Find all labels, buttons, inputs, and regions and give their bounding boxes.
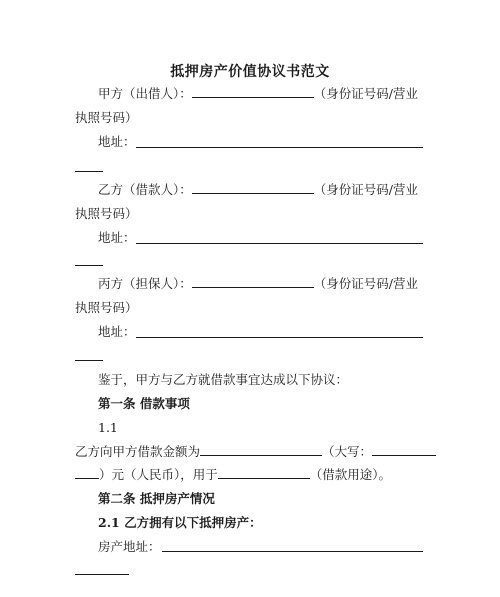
property-address-label: 房产地址：: [98, 539, 161, 554]
party-a-address-blank-cont: [75, 171, 103, 172]
property-address-blank-cont: [75, 574, 129, 575]
party-c-note-cont: 执照号码）: [75, 300, 138, 315]
party-b-address-line: [98, 230, 136, 246]
party-b-line: [98, 182, 418, 198]
party-b-address-blank: [136, 243, 423, 244]
party-c-address-line: [98, 324, 136, 340]
property-address-line: [98, 539, 161, 555]
property-address-blank: [162, 551, 423, 552]
party-b-label: 乙方（借款人）：: [98, 182, 192, 197]
currency-purpose-label: ）元（人民币），用于: [99, 467, 218, 482]
party-a-name-blank: [192, 86, 314, 98]
party-a-line: [98, 86, 418, 102]
loan-amount-blank: [200, 444, 322, 456]
party-a-label: 甲方（出借人）：: [98, 86, 192, 101]
loan-purpose-note: （借款用途）。: [309, 467, 392, 482]
party-b-address-label: 地址：: [98, 230, 136, 245]
party-b-note: （身份证号码/营业: [313, 182, 418, 197]
amount-uppercase-blank-cont: [75, 467, 99, 479]
loan-amount-line: [75, 444, 436, 460]
party-a-address-line: [98, 134, 136, 150]
amount-uppercase-label: （大写：: [322, 444, 373, 459]
clause-2-1: 2.1 乙方拥有以下抵押房产：: [98, 515, 262, 530]
party-c-note: （身份证号码/营业: [313, 276, 418, 291]
article-2-heading: 第二条 抵押房产情况: [98, 491, 215, 506]
party-c-name-blank: [192, 276, 314, 288]
amount-uppercase-blank: [372, 444, 436, 456]
party-a-address-label: 地址：: [98, 134, 136, 149]
party-b-name-blank: [192, 182, 314, 194]
party-a-note-cont: 执照号码）: [75, 110, 138, 125]
document-title: 抵押房产价值协议书范文: [170, 64, 330, 80]
party-c-label: 丙方（担保人）：: [98, 276, 192, 291]
loan-amount-label: 乙方向甲方借款金额为: [75, 444, 201, 459]
party-c-line: [98, 276, 418, 292]
party-c-address-label: 地址：: [98, 324, 136, 339]
loan-purpose-line: [75, 467, 391, 483]
party-c-address-blank: [136, 337, 423, 338]
clause-1-1-number: 1.1: [98, 420, 118, 435]
loan-purpose-blank: [218, 467, 310, 479]
preamble: 鉴于，甲方与乙方就借款事宜达成以下协议：: [98, 372, 349, 387]
party-b-note-cont: 执照号码）: [75, 206, 138, 221]
party-c-address-blank-cont: [75, 360, 103, 361]
article-1-heading: 第一条 借款事项: [98, 396, 190, 411]
party-a-note: （身份证号码/营业: [313, 86, 418, 101]
party-a-address-blank: [136, 147, 423, 148]
party-b-address-blank-cont: [75, 265, 103, 266]
